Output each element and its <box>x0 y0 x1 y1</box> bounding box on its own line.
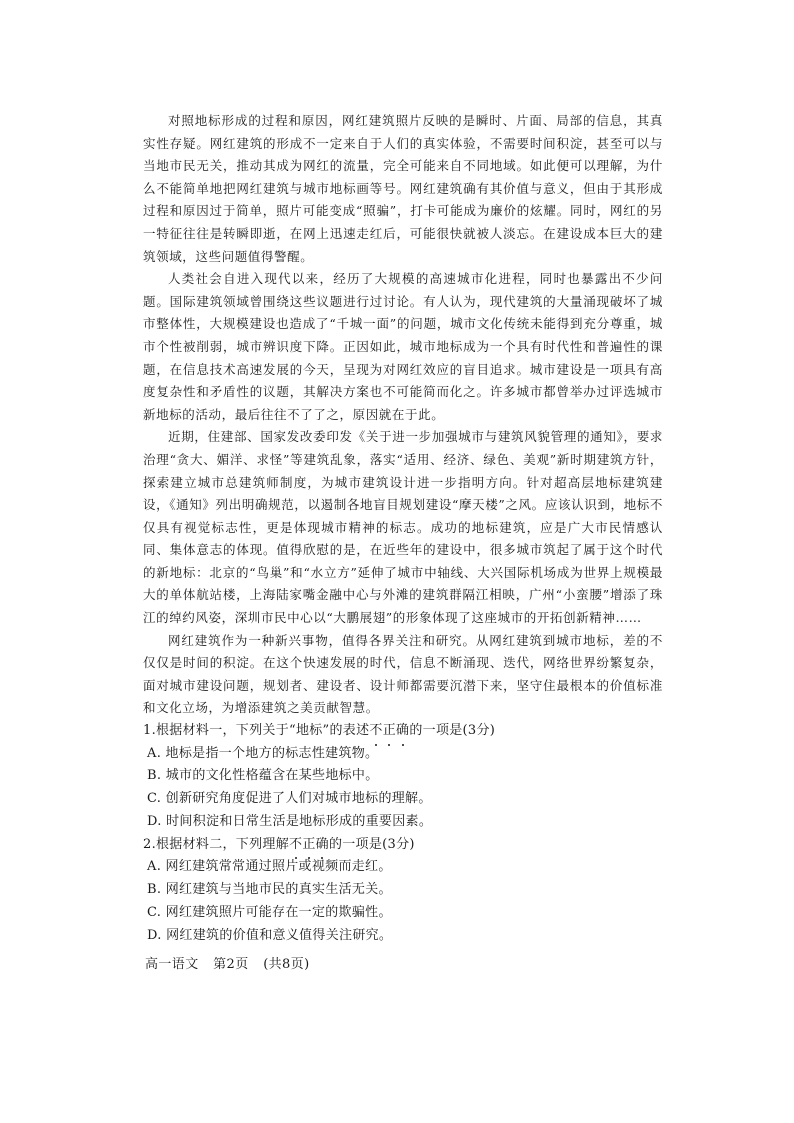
question-1-options <box>143 743 663 834</box>
emphasis-char: 确 <box>316 834 329 857</box>
question-2-options <box>143 856 663 947</box>
question-2-stem-after: 的一项是(3分) <box>328 836 415 852</box>
footer-subject: 高一语文 <box>145 956 199 972</box>
question-1 <box>143 720 663 834</box>
question-2-stem <box>143 834 663 857</box>
emphasis-char: 正 <box>302 834 315 857</box>
material-paragraph-1: 对照地标形成的过程和原因，网红建筑照片反映的是瞬时、片面、局部的信息，其真实性存疑。网红建筑的形成不一定来自于人们的真实体验，不需要时间积淀，甚至可以与当地市民无关，推动其成为网红的流量，完全可能来自不同地域。如此便可以理解，为什么不能简单地把网红建筑与城市地标画等号。网红建筑确有其价值与意义，但由于其形成过程和原因过于简单，照片可能变成“照骗”，打卡可能成为廉价的炫耀。同时，网红的另一特征往往是转瞬即逝，在网上迅速走红后，可能很快就被人淡忘。在建设成本巨大的建筑领域，这些问题值得警醒。 <box>143 113 663 264</box>
question-2-option-d[interactable]: D. 网红建筑的价值和意义值得关注研究。 <box>147 927 393 943</box>
footer-page-number: 第2页 <box>213 956 249 972</box>
reading-material <box>143 110 663 720</box>
question-1-stem-before: 1.根据材料一，下列关于“地标”的表述 <box>143 723 370 739</box>
question-1-stem-after: 的一项是(3分) <box>409 723 496 739</box>
footer-total-pages: (共8页) <box>263 956 310 972</box>
emphasis-char: 正 <box>383 720 396 743</box>
emphasis-char: 不 <box>369 720 382 743</box>
question-2-emphasis <box>289 837 329 852</box>
page-footer <box>145 954 663 976</box>
material-paragraph-3: 近期，住建部、国家发改委印发《关于进一步加强城市与建筑风貌管理的通知》，要求治理“贪大、媚洋、求怪”等建筑乱象，落实“适用、经济、绿色、美观”新时期建筑方针，探索建立城市总建筑师制度，为城市建筑设计进一步指明方向。针对超高层地标建筑建设，《通知》列出明确规范，以遏制各地盲目规划建设“摩天楼”之风。应该认识到，地标不仅具有视觉标志性，更是体现城市精神的标志。成功的地标建筑，应是广大市民情感认同、集体意志的体现。值得欣慰的是，在近些年的建设中，很多城市筑起了属于这个时代的新地标：北京的“鸟巢”和“水立方”延伸了城市中轴线、大兴国际机场成为世界上规模最大的单体航站楼，上海陆家嘴金融中心与外滩的建筑群隔江相映，广州“小蛮腰”增添了珠江的绰约风姿，深圳市民中心以“大鹏展翅”的形象体现了这座城市的开拓创新精神…… <box>143 429 663 626</box>
emphasis-char: 确 <box>396 720 409 743</box>
question-2-option-a[interactable]: A. 网红建筑常常通过照片或视频而走红。 <box>147 859 392 875</box>
question-1-option-d[interactable]: D. 时间积淀和日常生活是地标形成的重要因素。 <box>147 814 433 830</box>
question-1-option-a[interactable]: A. 地标是指一个地方的标志性建筑物。 <box>147 745 379 761</box>
question-1-option-c[interactable]: C. 创新研究角度促进了人们对城市地标的理解。 <box>147 791 432 807</box>
question-2 <box>143 834 663 948</box>
question-2-option-c[interactable]: C. 网红建筑照片可能存在一定的欺骗性。 <box>147 905 392 920</box>
exam-page <box>143 110 663 976</box>
question-1-stem <box>143 720 663 743</box>
question-2-option-b[interactable]: B. 网红建筑与当地市民的真实生活无关。 <box>147 882 392 898</box>
material-paragraph-2: 人类社会自进入现代以来，经历了大规模的高速城市化进程，同时也暴露出不少问题。国际建筑领域曾围绕这些议题进行过讨论。有人认为，现代建筑的大量涌现破坏了城市整体性，大规模建设也造成了“千城一面”的问题，城市文化传统未能得到充分尊重，城市个性被削弱，城市辨识度下降。正因如此，城市地标成为一个具有时代性和普遍性的课题，在信息技术高速发展的今天，呈现为对网红效应的盲目追求。城市建设是一项具有高度复杂性和矛盾性的议题，其解决方案也不可能简而化之。许多城市都曾举办过评选城市新地标的活动，最后往往不了了之，原因就在于此。 <box>143 271 663 422</box>
emphasis-char: 不 <box>289 834 302 857</box>
material-paragraph-4: 网红建筑作为一种新兴事物，值得各界关注和研究。从网红建筑到城市地标，差的不仅仅是时间的积淀。在这个快速发展的时代，信息不断涌现、迭代，网络世界纷繁复杂，面对城市建设问题，规划者、建设者、设计师都需要沉潜下来，坚守住最根本的价值标准和文化立场，为增添建筑之美贡献智慧。 <box>143 632 663 716</box>
question-1-option-b[interactable]: B. 城市的文化性格蕴含在某些地标中。 <box>147 768 379 784</box>
question-2-stem-before: 2.根据材料二，下列理解 <box>143 836 290 852</box>
question-1-emphasis <box>369 723 409 738</box>
